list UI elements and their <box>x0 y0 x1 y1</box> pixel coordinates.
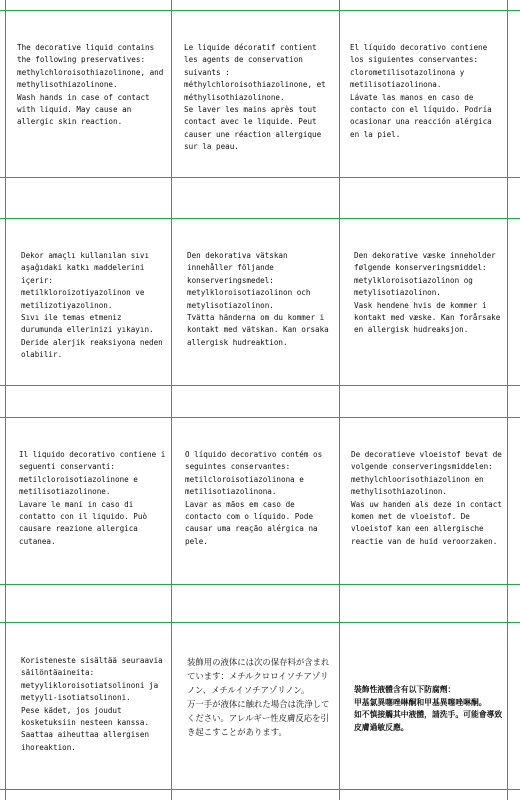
grid-line <box>5 0 6 800</box>
grid-line <box>0 622 520 623</box>
warning-text-dutch: De decoratieve vloeistof bevat de volgende conserveringsmiddelen: methylchloorisothiazolinon en methylisothiazolinon. Was uw handen als deze in contact komen met de vloeistof. De vloeistof kan een allergische reactie van de huid veroorzaken. <box>351 450 502 546</box>
grid-line <box>0 584 520 585</box>
warning-text-turkish: Dekor amaçlı kullanılan sıvı aşağıdaki katkı maddelerini içerir: metilkloroizotiyazolinon ve metilizotiyazolinon. Sıvı ile temas etmeniz durumunda ellerinizi yıkayın. Deride alerjik reaksiyona neden olabilir. <box>21 251 163 360</box>
grid-line <box>339 0 340 800</box>
warning-text-japanese: 装飾用の液体には次の保存料が含まれています：メチルクロロイソチアゾリノン、メチルイソチアゾリノン。 万一手が液体に触れた場合は洗浄してください。アレルギー性皮膚反応を引き起こすことがあります。 <box>187 657 330 737</box>
grid-line <box>171 0 172 800</box>
grid-line <box>507 0 508 800</box>
warning-text-english: The decorative liquid contains the following preservatives: methylchloroisothiazolinone, and methylisothiazolinone. Wash hands in case of contact with liquid. May cause an allergic skin reaction. <box>17 43 164 127</box>
warning-text-italian: Il liquido decorativo contiene i seguenti conservanti: metilcloroisotiazolinone e metilisotiazolinone. Lavare le mani in caso di contatto con il liquido. Può causare reazione allergica cutanea. <box>19 450 166 546</box>
warning-text-chinese: 裝飾性液體含有以下防腐劑： 甲基氯異噻唑啉酮和甲基異噻唑啉酮。 如不慎接觸其中液體，請洗手。可能會導致皮膚過敏反應。 <box>354 685 503 732</box>
warning-text-finnish: Koristeneste sisältää seuraavia säilöntäaineita: metyylikloroisotiatsolinoni ja metyyli-isotiatsolinoni. Pese kädet, jos joudut kosketuksiin nesteen kanssa. Saattaa aiheuttaa allergisen ihoreaktion. <box>21 656 163 752</box>
grid-line <box>0 218 520 219</box>
grid-line <box>0 385 520 386</box>
warning-text-spanish: El líquido decorativo contiene los siguientes conservantes: clorometilisotazolinona y metilisotiazolinona. Lávate las manos en caso de contacto con el líquido. Podría ocasionar una reacción alérgica en la piel. <box>350 43 492 139</box>
warning-text-french: Le liquide décoratif contient les agents de conservation suivants : méthylchloroisothiazolinone, et méthylisothiazolinone. Se laver les mains après tout contact avec le liquide. Peut causer une réaction allergique sur la peau. <box>184 43 326 152</box>
grid-line <box>0 789 520 790</box>
grid-line <box>0 10 520 11</box>
warning-text-portuguese: O líquido decorativo contém os seguintes conservantes: metilcloroisotiazolinona e metilisotiazolinona. Lavar as mãos em caso de contacto com o líquido. Pode causar uma reação alérgica na pele. <box>185 450 323 546</box>
warning-text-swedish: Den dekorativa vätskan innehåller följande konserveringsmedel: metylkloroisotiazolinon och metylisotiazolinon. Tvätta händerna om du kommer i kontakt med vätskan. Kan orsaka allergisk hudreaktion. <box>187 251 329 347</box>
warning-text-norwegian: Den dekorative væske inneholder følgende konserveringsmiddel: metylkloroisotiazolinon og metylisotiazolinon. Vask hendene hvis de kommer i kontakt med væske. Kan forårsake en allergisk hudreaksjon. <box>354 251 501 335</box>
grid-line <box>0 177 520 178</box>
grid-line <box>0 417 520 418</box>
